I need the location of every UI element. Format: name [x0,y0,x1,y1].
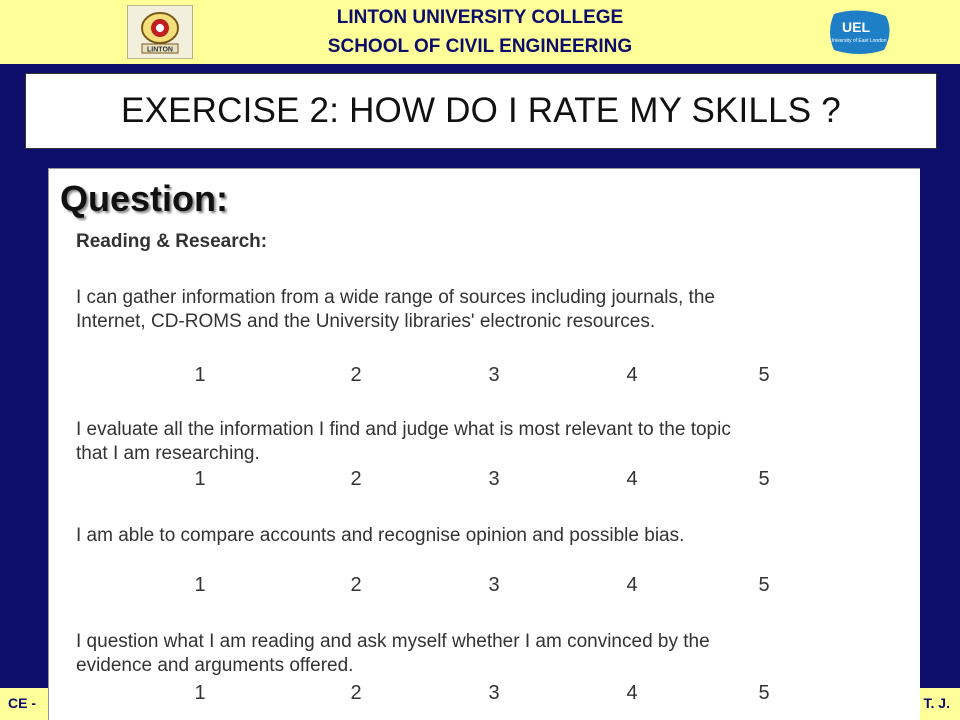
uel-badge-icon [826,8,892,56]
uel-logo [826,8,892,56]
rating-option-1[interactable]: 1 [194,682,206,704]
rating-option-2[interactable]: 2 [350,468,362,490]
rating-option-4[interactable]: 4 [626,574,638,596]
rating-option-4[interactable]: 4 [626,364,638,386]
question-3-text [76,524,896,548]
rating-option-1[interactable]: 1 [194,468,206,490]
question-4-line-1: I question what I am reading and ask myself whether I am convinced by the [76,631,710,652]
section-heading: Reading & Research: [76,231,268,252]
college-name: LINTON UNIVERSITY COLLEGE [336,7,624,28]
rating-option-5[interactable]: 5 [758,364,770,386]
question-4-text [76,630,896,678]
question-label: Question: [60,178,228,219]
rating-option-5[interactable]: 5 [758,682,770,704]
uel-logo-subtext: University of East London [829,38,887,44]
question-1-line-1: I can gather information from a wide range of sources including journals, the [76,287,715,308]
linton-logo-text: LINTON [147,46,173,54]
rating-option-3[interactable]: 3 [488,682,500,704]
exercise-title: EXERCISE 2: HOW DO I RATE MY SKILLS ? [121,91,841,130]
rating-option-1[interactable]: 1 [194,364,206,386]
rating-option-5[interactable]: 5 [758,468,770,490]
rating-option-2[interactable]: 2 [350,682,362,704]
rating-option-2[interactable]: 2 [350,574,362,596]
rating-option-3[interactable]: 3 [488,574,500,596]
school-name: SCHOOL OF CIVIL ENGINEERING [327,36,633,57]
uel-logo-text: UEL [842,19,870,35]
question-2-text [76,418,896,466]
question-2-line-2: that I am researching. [76,443,260,464]
rating-option-4[interactable]: 4 [626,468,638,490]
question-4-line-2: evidence and arguments offered. [76,655,354,676]
footer-left-text: CE - [8,695,36,711]
rating-option-5[interactable]: 5 [758,574,770,596]
rating-option-1[interactable]: 1 [194,574,206,596]
rating-option-4[interactable]: 4 [626,682,638,704]
rating-option-2[interactable]: 2 [350,364,362,386]
question-1-line-2: Internet, CD-ROMS and the University libraries' electronic resources. [76,311,656,332]
question-1-text [76,286,896,334]
footer-right-text: T. J. [923,695,950,711]
rating-option-3[interactable]: 3 [488,468,500,490]
rating-option-3[interactable]: 3 [488,364,500,386]
exercise-title-box [25,73,937,149]
question-3-line-1: I am able to compare accounts and recognise opinion and possible bias. [76,525,685,546]
question-2-line-1: I evaluate all the information I find and judge what is most relevant to the topic [76,419,731,440]
